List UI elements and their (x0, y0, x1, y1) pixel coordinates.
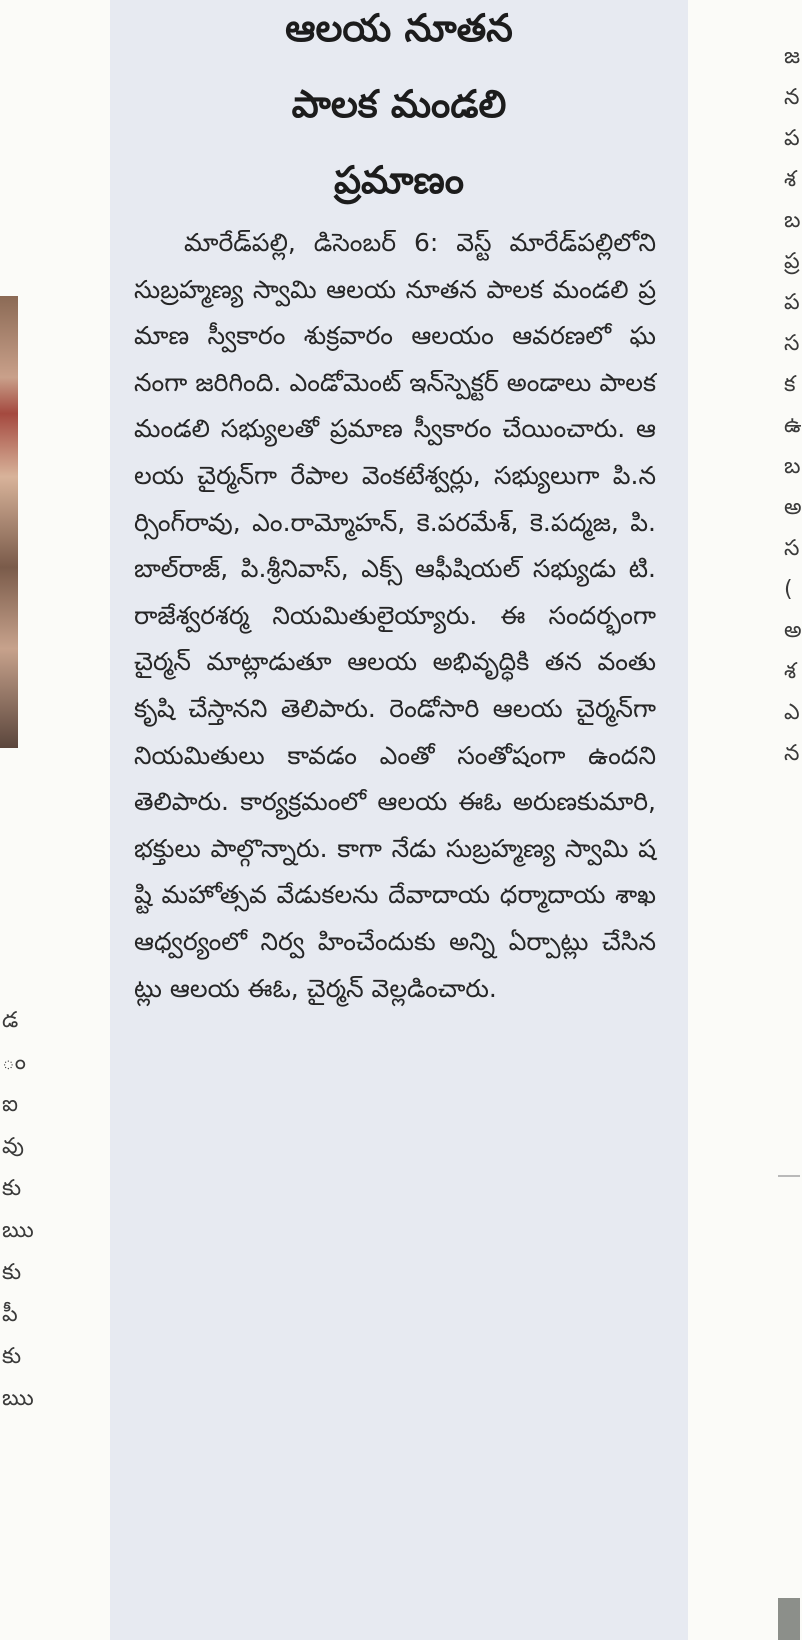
right-fragment: అ (784, 618, 802, 643)
right-fragment: ఎ (784, 700, 800, 725)
right-fragment: ఉ (784, 413, 802, 438)
article-paragraph: మారేడ్‌పల్లి, డిసెంబర్ 6: వెస్ట్ మారేడ్‌పల్లిలోని సుబ్రహ్మణ్య స్వామి ఆలయ నూతన పాలక మండలి ప్రమాణ స్వీకారం శుక్రవారం ఆలయం ఆవరణలో ఘనంగా జరిగింది. ఎండోమెంట్ ఇన్‌స్పెక్టర్ అండాలు పాలక మండలి సభ్యులతో ప్రమాణ స్వీకారం చేయించారు. ఆలయ చైర్మన్‌గా రేపాల వెంకటేశ్వర్లు, సభ్యులుగా పి.నర్సింగ్‌రావు, ఎం.రామ్మోహన్, కె.పరమేశ్, కె.పద్మజ, పి.బాల్‌రాజ్, పి.శ్రీనివాస్, ఎక్స్ ఆఫీషియల్ సభ్యుడు టి.రాజేశ్వరశర్మ నియమితులైయ్యారు. ఈ సందర్భంగా చైర్మన్ మాట్లాడుతూ ఆలయ అభివృద్ధికి తన వంతు కృషి చేస్తానని తెలిపారు. రెండోసారి ఆలయ చైర్మన్‌గా నియమితులు కావడం ఎంతో సంతోషంగా ఉందని తెలిపారు. కార్యక్రమంలో ఆలయ ఈఓ అరుణకుమారి, భక్తులు పాల్గొన్నారు. కాగా నేడు సుబ్రహ్మణ్య స్వామి షష్టి మహోత్సవ వేడుకలను దేవాదాయ ధర్మాదాయ శాఖ ఆధ్వర్యంలో నిర్వ హించేందుకు అన్ని ఏర్పాట్లు చేసినట్లు ఆలయ ఈఓ, చైర్మన్ వెల్లడించారు. (134, 228, 656, 1003)
right-fragment: స (784, 536, 800, 561)
right-fragment: శ (784, 659, 797, 684)
right-fragment: అ (784, 495, 802, 520)
right-fragment: బ (784, 208, 801, 233)
right-fragment: శ (784, 167, 797, 192)
article-headline (110, 0, 688, 218)
headline-line-1: ఆలయ నూతన (285, 6, 513, 50)
left-fragment: వు (2, 1134, 24, 1159)
right-fragment: ప్ర (784, 249, 800, 274)
left-fragment: ం (2, 1050, 26, 1075)
right-fragment: స (784, 331, 800, 356)
right-fragment: బ (784, 454, 801, 479)
right-fragment: ప (784, 290, 800, 315)
right-neighbor-photo (778, 1598, 800, 1640)
left-fragment: పీ (2, 1302, 18, 1327)
right-neighbor-text (784, 36, 802, 774)
left-neighbor-text (2, 1000, 34, 1420)
right-fragment: న (784, 85, 800, 110)
left-fragment: కు (2, 1344, 22, 1369)
left-fragment: కు (2, 1176, 22, 1201)
left-fragment: ఋ (2, 1386, 34, 1411)
right-fragment: ( (784, 577, 793, 602)
left-fragment: డ (2, 1008, 19, 1033)
headline-line-2: పాలక మండలి (291, 82, 507, 126)
left-neighbor-photo (0, 296, 18, 748)
column-divider-rule (778, 1175, 800, 1177)
right-fragment: న (784, 741, 800, 766)
left-fragment: కు (2, 1260, 22, 1285)
news-article (110, 0, 688, 1640)
left-fragment: ఐ (2, 1092, 18, 1117)
headline-line-3: ప్రమాణం (333, 158, 465, 202)
right-fragment: ప (784, 126, 800, 151)
article-body (134, 220, 656, 1012)
right-fragment: జ (784, 44, 801, 69)
left-neighbor-column (0, 0, 34, 1640)
right-fragment: క (784, 372, 796, 397)
right-neighbor-column (778, 0, 800, 1640)
left-fragment: ఋ (2, 1218, 34, 1243)
